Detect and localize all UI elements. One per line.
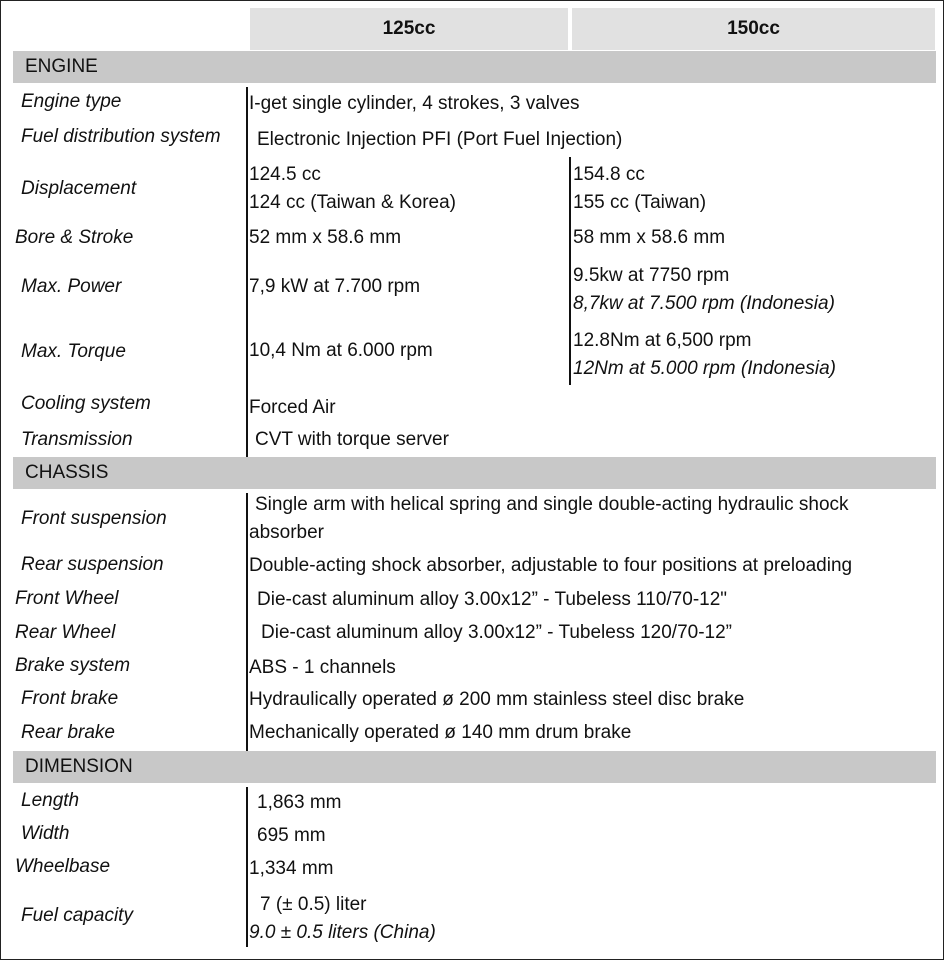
spec-label: Displacement: [21, 178, 137, 199]
value-line: 155 cc (Taiwan): [573, 192, 707, 213]
spec-label: Brake system: [15, 655, 131, 676]
spec-value-125: 10,4 Nm at 6.000 rpm: [249, 340, 433, 361]
spec-label: Transmission: [21, 429, 133, 450]
spec-label: Rear suspension: [21, 554, 164, 575]
spec-label: Fuel distribution system: [21, 126, 221, 147]
spec-value-150: [573, 161, 706, 217]
spec-value: 1,863 mm: [257, 792, 342, 813]
column-divider: [246, 87, 248, 459]
value-line: Single arm with helical spring and single double-acting hydraulic shock: [255, 494, 849, 515]
spec-label: Engine type: [21, 91, 122, 112]
spec-value-150: 58 mm x 58.6 mm: [573, 227, 726, 248]
value-line: 154.8 cc: [573, 164, 645, 185]
column-divider: [246, 787, 248, 947]
section-title: DIMENSION: [25, 756, 133, 777]
spec-value: Mechanically operated ø 140 mm drum brake: [249, 722, 632, 743]
spec-label: Fuel capacity: [21, 905, 133, 926]
spec-label: Bore & Stroke: [15, 227, 134, 248]
spec-label: Front Wheel: [15, 588, 119, 609]
spec-value-150: [573, 262, 835, 318]
spec-label: Length: [21, 790, 80, 811]
spec-value-125: 7,9 kW at 7.700 rpm: [249, 276, 421, 297]
spec-value: CVT with torque server: [255, 429, 449, 450]
column-header-125cc: 125cc: [250, 8, 568, 50]
spec-value: I-get single cylinder, 4 strokes, 3 valves: [249, 93, 580, 114]
spec-value: ABS - 1 channels: [249, 657, 396, 678]
spec-value: Hydraulically operated ø 200 mm stainless steel disc brake: [249, 689, 745, 710]
spec-label: Width: [21, 823, 70, 844]
section-title: CHASSIS: [25, 462, 109, 483]
value-line: 12.8Nm at 6,500 rpm: [573, 330, 752, 351]
value-line: 8,7kw at 7.500 rpm (Indonesia): [573, 293, 835, 314]
value-line: 7 (± 0.5) liter: [260, 894, 367, 915]
value-line: 9.0 ± 0.5 liters (China): [249, 922, 436, 943]
section-header-chassis: [13, 457, 936, 489]
section-header-dimension: [13, 751, 936, 783]
spec-value: [249, 891, 436, 947]
spec-label: Rear Wheel: [15, 622, 116, 643]
column-divider-150: [569, 157, 571, 385]
spec-value: Die-cast aluminum alloy 3.00x12” - Tubeless 110/70-12": [257, 589, 728, 610]
spec-value: Double-acting shock absorber, adjustable to four positions at preloading: [249, 555, 853, 576]
section-title: ENGINE: [25, 56, 98, 77]
spec-value: [249, 491, 849, 547]
spec-value: Die-cast aluminum alloy 3.00x12” - Tubeless 120/70-12”: [261, 622, 733, 643]
spec-label: Max. Power: [21, 276, 122, 297]
value-line: 9.5kw at 7750 rpm: [573, 265, 730, 286]
spec-value-150: [573, 327, 836, 383]
spec-label: Cooling system: [21, 393, 151, 414]
spec-value: 1,334 mm: [249, 858, 334, 879]
spec-label: Rear brake: [21, 722, 115, 743]
spec-label: Max. Torque: [21, 341, 126, 362]
value-line: 124 cc (Taiwan & Korea): [249, 192, 456, 213]
spec-value: 695 mm: [257, 825, 326, 846]
spec-value: Electronic Injection PFI (Port Fuel Injection): [257, 129, 623, 150]
spec-label: Wheelbase: [15, 856, 111, 877]
spec-value-125: 52 mm x 58.6 mm: [249, 227, 402, 248]
value-line: absorber: [249, 522, 324, 543]
spec-label: Front brake: [21, 688, 119, 709]
column-header-150cc: 150cc: [572, 8, 935, 50]
value-line: 124.5 cc: [249, 164, 321, 185]
section-header-engine: [13, 51, 936, 83]
spec-value-125: [249, 161, 456, 217]
value-line: 12Nm at 5.000 rpm (Indonesia): [573, 358, 836, 379]
spec-label: Front suspension: [21, 508, 167, 529]
spec-value: Forced Air: [249, 397, 336, 418]
column-divider: [246, 493, 248, 751]
